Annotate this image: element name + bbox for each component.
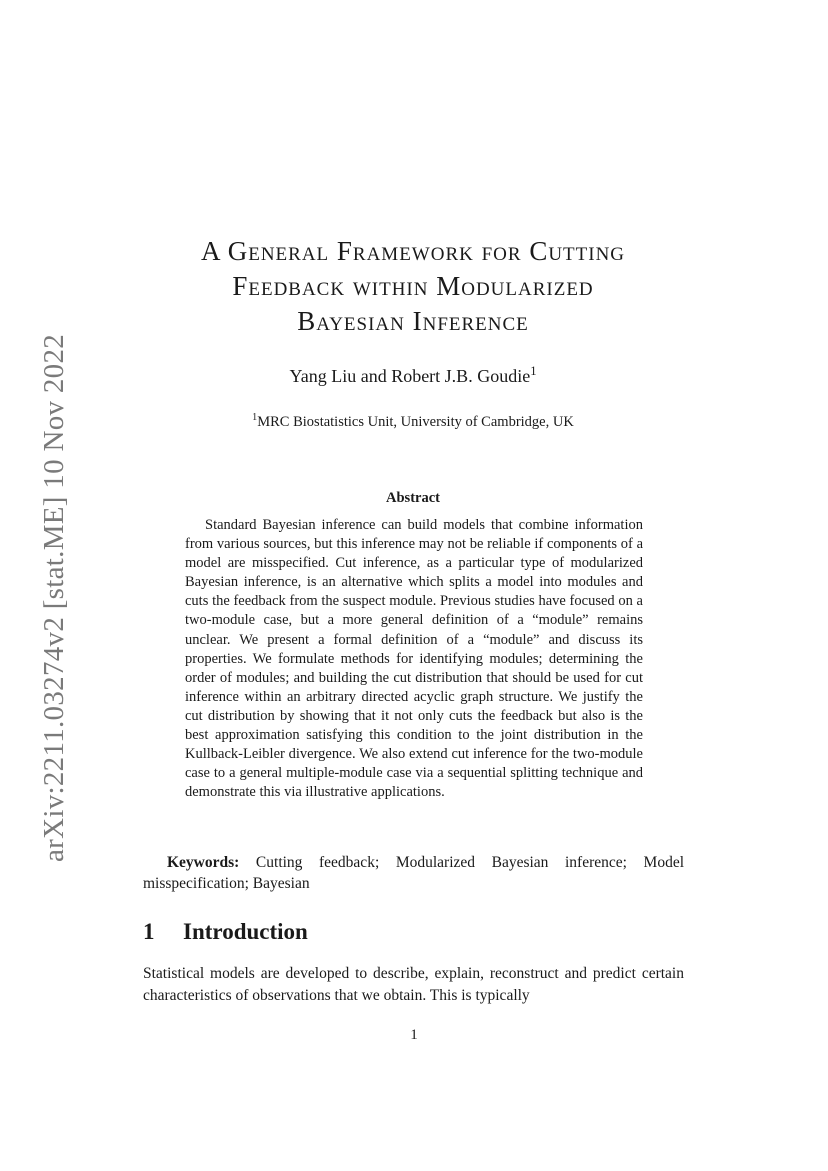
keywords-label: Keywords: [167, 854, 240, 871]
paper-title [100, 234, 726, 339]
introduction-paragraph: Statistical models are developed to describe, explain, reconstruct and predict certain characteristics of observations that we obtain. This is typically [143, 965, 684, 1004]
title-line-3: Bayesian Inference [297, 306, 529, 336]
affiliation-marker: 1 [252, 412, 258, 423]
title-line-1: A General Framework for Cutting [200, 236, 626, 266]
page-number: 1 [410, 1027, 418, 1043]
affiliation-text: MRC Biostatistics Unit, University of Cambridge, UK [257, 413, 574, 430]
keywords-paragraph [143, 852, 684, 894]
keywords-text: Cutting feedback; Modularized Bayesian inference; Model misspecification; Bayesian [143, 854, 685, 892]
section-title: Introduction [183, 919, 308, 944]
author-names: Yang Liu and Robert J.B. Goudie [289, 366, 531, 386]
section-heading-introduction [143, 919, 308, 945]
affiliation [100, 412, 726, 431]
arxiv-identifier-stamp: arXiv:2211.03274v2 [stat.ME] 10 Nov 2022 [38, 333, 70, 862]
author-affiliation-marker: 1 [530, 364, 537, 378]
author-list [100, 364, 726, 387]
abstract-heading: Abstract [386, 490, 440, 506]
section-number: 1 [143, 919, 155, 944]
title-line-2: Feedback within Modularized [232, 271, 594, 301]
abstract-body: Standard Bayesian inference can build models that combine information from various sources, but this inference may not be reliable if components of a model are misspecified. Cut inference, as a particular type of modularized Bayesian inference, is an alternative which splits a model into modules and cuts the feedback from the suspect module. Previous studies have focused on a two-module case, but a more general definition of a “module” remains unclear. We present a formal definition of a “module” and discuss its properties. We formulate methods for identifying modules; determining the order of modules; and building the cut distribution that should be used for cut inference within an arbitrary directed acyclic graph structure. We justify the cut distribution by showing that it not only cuts the feedback but also is the best approximation satisfying this condition to the joint distribution in the Kullback-Leibler divergence. We also extend cut inference for the two-module case to a general multiple-module case via a sequential splitting technique and demonstrate this via illustrative applications. [185, 517, 643, 801]
